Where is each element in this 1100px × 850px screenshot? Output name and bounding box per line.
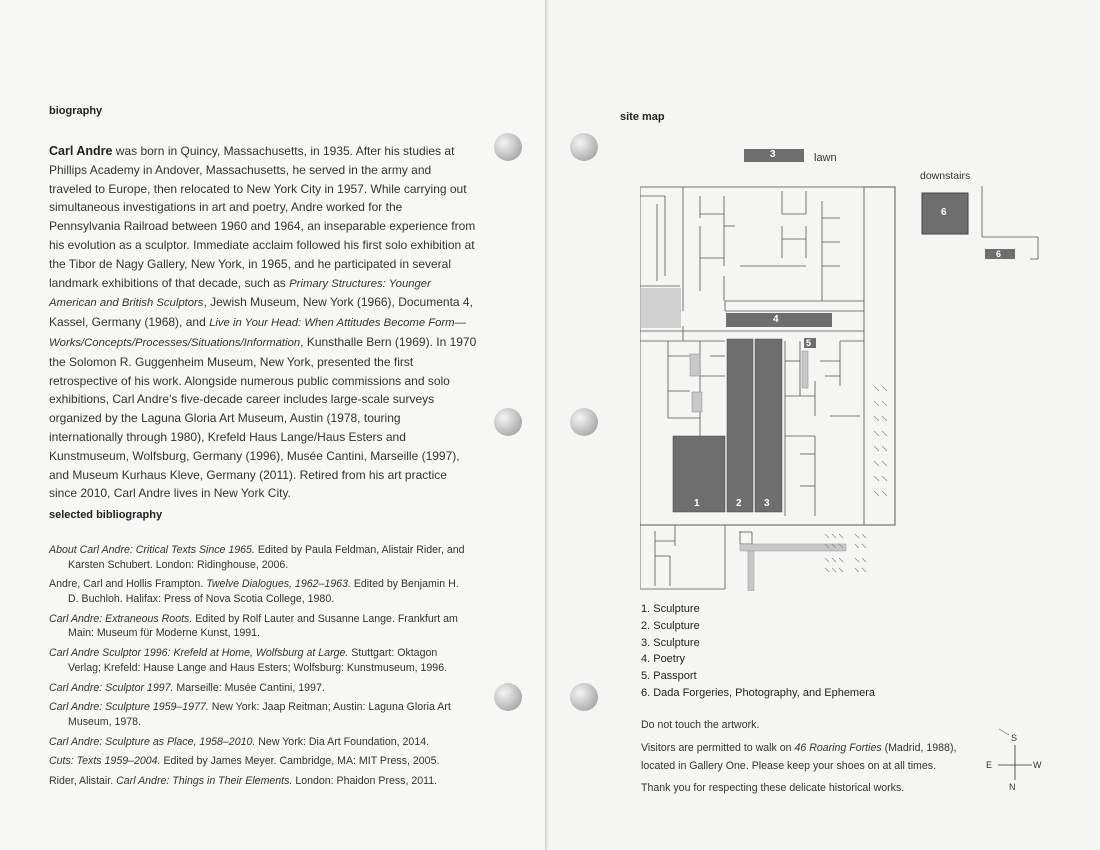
gallery-number: 4 xyxy=(773,314,779,325)
entry-details: London: Phaidon Press, 2011. xyxy=(292,775,438,788)
binding-gutter xyxy=(545,0,549,850)
map-legend xyxy=(641,601,941,702)
bibliography-entry xyxy=(49,735,469,750)
binder-hole xyxy=(570,683,598,711)
legend-item: 2. Sculpture xyxy=(641,619,700,632)
legend-item: 6. Dada Forgeries, Photography, and Ephemera xyxy=(641,686,875,699)
lawn-label: lawn xyxy=(814,152,837,164)
bibliography-entry xyxy=(49,612,469,641)
bibliography-entry xyxy=(49,700,469,729)
entry-title: Carl Andre: Things in Their Elements. xyxy=(116,775,293,788)
bibliography-entry xyxy=(49,774,469,789)
gallery-number: 6 xyxy=(941,207,947,218)
bio-part-1: was born in Quincy, Massachusetts, in 1935. After his studies at Phillips Academy in Andover, Massachusetts, he served in the army and traveled to Europe, then relocated to New York City in 1957. While carrying out simultaneous investigations in art and poetry, Andre worked for the Pennsylvania Railroad between 1960 and 1964, an inseparable experience from his evolution as a sculptor. Immediate acclaim followed his first solo exhibition at the Tibor de Nagy Gallery, New York, in 1965, and he participated in several landmark exhibitions of that decade, such as xyxy=(49,144,476,290)
bio-italic-2: Live in Your Head: When Attitudes Become Form—Works/Concepts/Processes/Situations/Information xyxy=(49,317,466,349)
compass-west: W xyxy=(1033,760,1042,770)
legend-item: 4. Poetry xyxy=(641,653,686,666)
floor-plan xyxy=(640,146,1040,591)
bio-part-2: , Jewish Museum, New York (1966), Documenta 4, Kassel, Germany (1968), and xyxy=(49,295,473,330)
note-text: (Madrid, 1988), located in Gallery One. Please keep your shoes on at all times. xyxy=(641,741,957,772)
entry-title: Cuts: Texts 1959–2004. xyxy=(49,755,161,768)
bio-part-3: , Kunsthalle Bern (1969). In 1970 the Solomon R. Guggenheim Museum, New York, presented the first retrospective of his work. Alongside numerous public commissions and solo exhibitions, Carl Andre's five-decade career includes large-scale surveys organized by the Laguna Gloria Art Museum, Austin (1978, touring internationally through 1980), Krefeld Haus Lange/Haus Esters and Kunstmuseum, Wolfsburg, Germany (1996), Musée Cantini, Marseille (1997), and Museum Kurhaus Kleve, Germany (2011). Retired from his art practice since 2010, Carl Andre lives in New York City. xyxy=(49,334,477,501)
left-page xyxy=(0,0,546,850)
compass-icon xyxy=(985,725,1045,795)
biography-heading: biography xyxy=(49,105,103,117)
downstairs-label: downstairs xyxy=(920,170,971,182)
entry-details: Marseille: Musée Cantini, 1997. xyxy=(173,681,325,694)
entry-title: Carl Andre: Sculptor 1997. xyxy=(49,681,174,694)
artist-name: Carl Andre xyxy=(49,144,113,158)
visitor-notes xyxy=(641,716,981,802)
entry-details: Edited by Rolf Lauter and Susanne Lange. Frankfurt am Main: Museum für Moderne Kunst, 1991. xyxy=(68,612,458,640)
biography-text xyxy=(49,142,477,503)
compass-east: E xyxy=(986,760,993,770)
note-text: Visitors are permitted to walk on xyxy=(641,741,795,754)
legend-item: 3. Sculpture xyxy=(641,636,700,649)
bibliography-entry xyxy=(49,577,469,606)
gallery-number: 6 xyxy=(996,249,1002,259)
entry-title: About Carl Andre: Critical Texts Since 1965. xyxy=(49,544,255,556)
binder-hole xyxy=(494,683,522,711)
note-walk-on xyxy=(641,739,981,775)
entry-title: Carl Andre: Extraneous Roots. xyxy=(49,612,193,625)
entry-title: Carl Andre: Sculpture as Place, 1958–2010. xyxy=(49,735,256,748)
binder-hole xyxy=(570,408,598,436)
gallery-number: 3 xyxy=(770,149,776,160)
entry-title: Twelve Dialogues, 1962–1963. xyxy=(206,578,351,591)
note-no-touch: Do not touch the artwork. xyxy=(641,719,760,731)
entry-details: Edited by Paula Feldman, Alistair Rider, and Karsten Schubert. London: Ridinghouse, 2006. xyxy=(68,544,465,571)
entry-details: Edited by Benjamin H. D. Buchloh. Halifax: Press of Nova Scotia College, 1980. xyxy=(68,578,459,605)
gallery-number: 3 xyxy=(764,498,770,509)
artwork-title: 46 Roaring Forties xyxy=(794,741,882,754)
binder-hole xyxy=(570,133,598,161)
entry-details: Stuttgart: Oktagon Verlag; Krefeld: Hause Lange and Haus Esters; Wolfsburg: Kunstmuseum, 1996. xyxy=(68,647,448,674)
entry-title: Carl Andre Sculptor 1996: Krefeld at Home, Wolfsburg at Large. xyxy=(49,647,349,660)
compass-north: N xyxy=(1009,782,1016,792)
gallery-number: 5 xyxy=(806,338,812,348)
bibliography-heading: selected bibliography xyxy=(49,509,163,521)
gallery-3 xyxy=(755,339,782,512)
bibliography-entry xyxy=(49,543,469,572)
entry-details: New York: Dia Art Foundation, 2014. xyxy=(255,735,430,748)
legend-item: 5. Passport xyxy=(641,670,697,683)
binder-hole xyxy=(494,408,522,436)
legend-item: 1. Sculpture xyxy=(641,603,700,615)
note-thanks: Thank you for respecting these delicate historical works. xyxy=(641,782,905,794)
bibliography-list xyxy=(49,543,469,794)
site-map-heading: site map xyxy=(620,111,665,123)
entry-details: New York: Jaap Reitman; Austin: Laguna Gloria Art Museum, 1978. xyxy=(68,701,451,728)
gallery-2 xyxy=(727,339,753,512)
compass-south: S xyxy=(1011,733,1018,743)
entry-title: Carl Andre: Sculpture 1959–1977. xyxy=(49,701,209,714)
gallery-number: 1 xyxy=(694,498,700,509)
gallery-4 xyxy=(726,313,832,327)
site-map xyxy=(640,146,1040,591)
entry-prefix: Andre, Carl and Hollis Frampton. xyxy=(49,578,207,591)
bibliography-entry xyxy=(49,681,469,696)
bibliography-entry xyxy=(49,754,469,769)
binder-hole xyxy=(494,133,522,161)
bibliography-entry xyxy=(49,646,469,675)
gallery-number: 2 xyxy=(736,498,742,509)
bio-italic-1: Primary Structures: Younger American and British Sculptors xyxy=(49,277,431,310)
entry-details: Edited by James Meyer. Cambridge, MA: MIT Press, 2005. xyxy=(160,755,440,768)
entry-prefix: Rider, Alistair. xyxy=(49,775,117,788)
